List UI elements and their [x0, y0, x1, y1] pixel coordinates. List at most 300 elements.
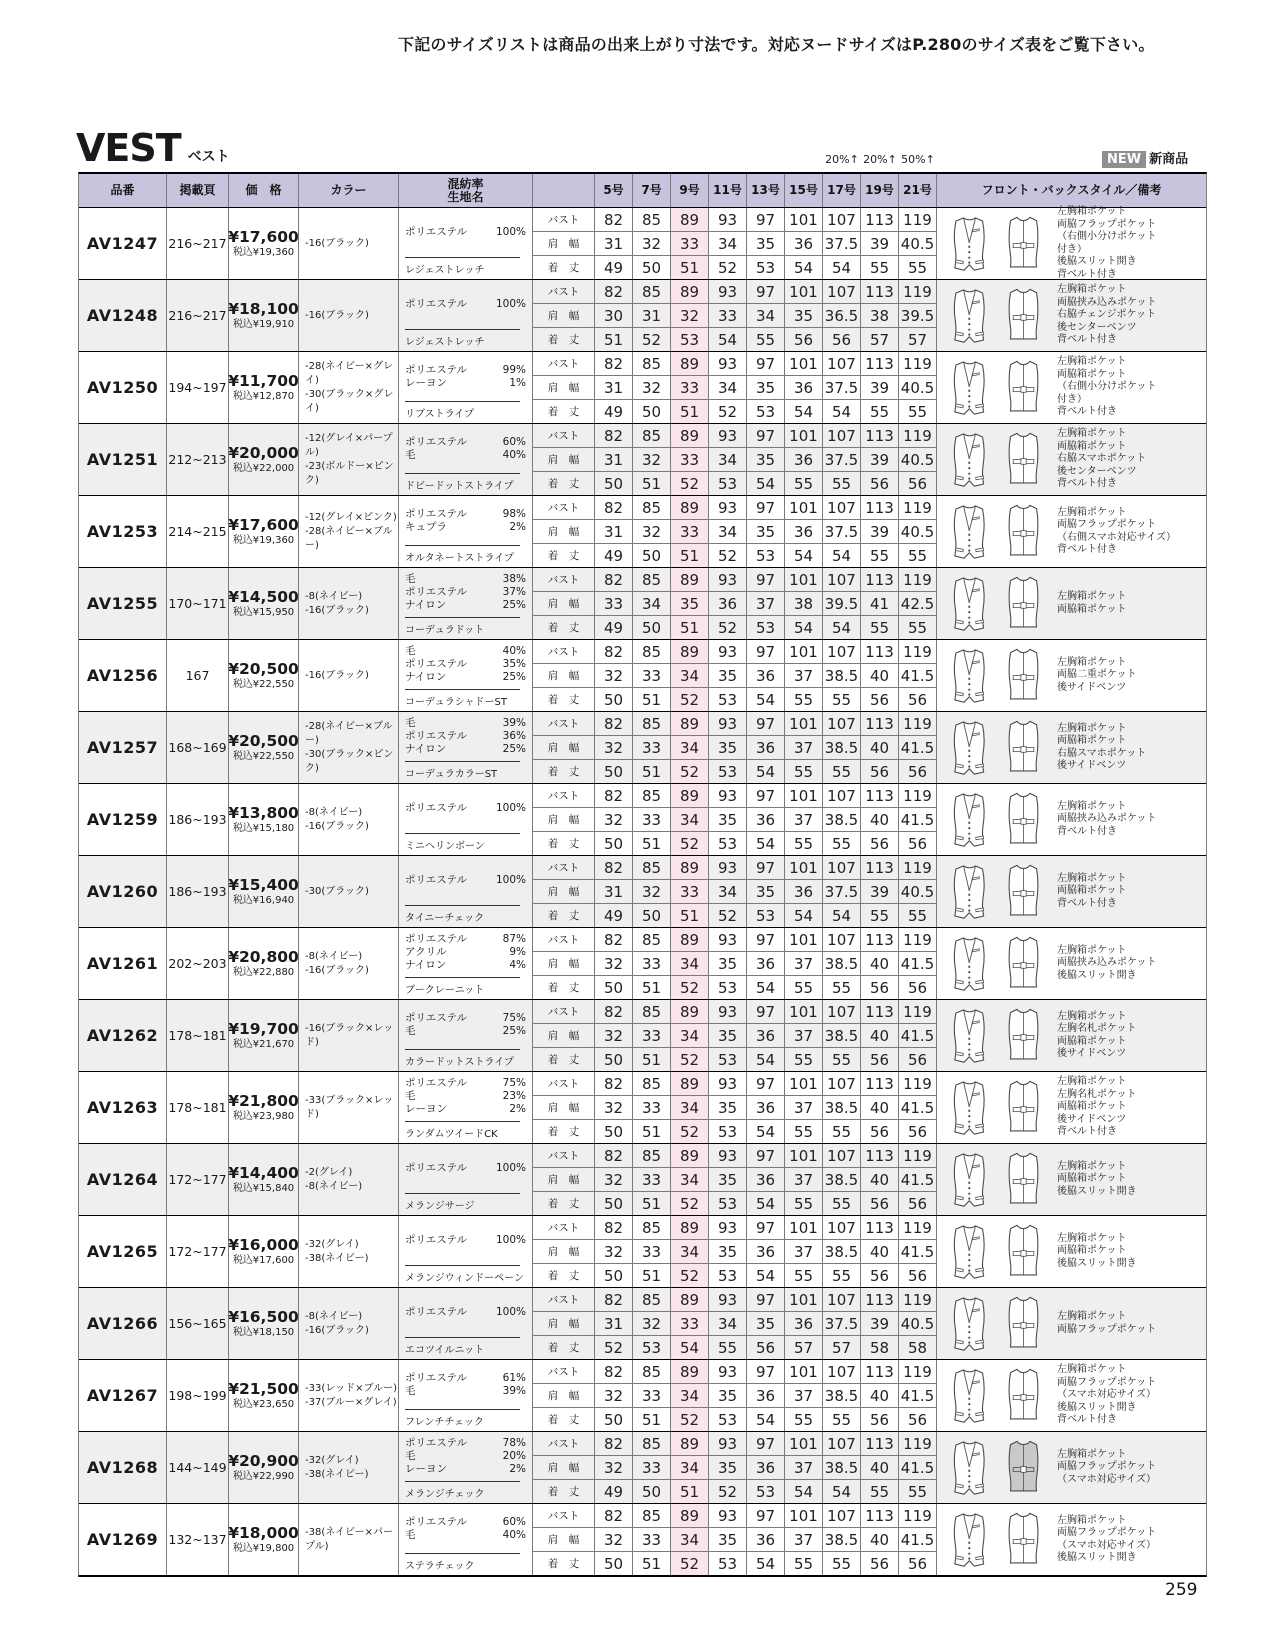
size-value: 101 — [785, 640, 823, 664]
note-line: 両脇箱ポケット — [1057, 735, 1127, 746]
size-value: 107 — [823, 928, 861, 952]
size-value: 55 — [899, 400, 937, 423]
measure-label: 肩 幅 — [533, 952, 595, 976]
size-value: 56 — [861, 1192, 899, 1215]
measure-label: バスト — [533, 1000, 595, 1024]
price-cell — [229, 568, 299, 639]
size-value: 89 — [671, 1288, 709, 1312]
measurement-grid — [533, 1000, 937, 1071]
fabric-list — [405, 640, 526, 689]
size-value: 85 — [633, 640, 671, 664]
vest-front-icon — [945, 861, 994, 922]
fabric-material: ナイロン — [405, 959, 447, 971]
size-value: 35 — [747, 880, 785, 904]
catalog-pages: 172~177 — [167, 1144, 229, 1215]
measurement-grid — [533, 1432, 937, 1503]
note-text — [1057, 945, 1157, 983]
size-value: 51 — [671, 904, 709, 927]
catalog-pages: 178~181 — [167, 1072, 229, 1143]
size-value: 37 — [785, 1096, 823, 1120]
size-value: 56 — [861, 760, 899, 783]
size-value: 107 — [823, 1360, 861, 1384]
size-value: 49 — [595, 616, 633, 639]
size-value: 50 — [595, 1048, 633, 1071]
size-value: 50 — [595, 1120, 633, 1143]
size-value: 101 — [785, 928, 823, 952]
note-line: 両脇挟み込みポケット — [1057, 296, 1157, 308]
fabric-material: 毛 — [405, 1024, 416, 1037]
product-row-AV1265 — [79, 1216, 1206, 1288]
note-text — [1057, 1311, 1156, 1336]
header-size-7号: 7号 — [633, 174, 671, 207]
style-notes-cell — [937, 784, 1206, 855]
size-value: 113 — [861, 1072, 899, 1096]
size-value: 113 — [861, 928, 899, 952]
fabric-material: レーヨン — [405, 376, 447, 389]
size-value: 55 — [861, 400, 899, 423]
fabric-name: フレンチチェック — [405, 1409, 520, 1431]
size-value: 113 — [861, 640, 899, 664]
note-line: 右脇スマホポケット — [1057, 453, 1147, 465]
size-value: 32 — [595, 1168, 633, 1192]
price: ¥14,500 — [228, 588, 299, 606]
header-fabric-line1: 混紡率 — [447, 176, 484, 191]
fabric-material: ポリエステル — [405, 1162, 468, 1174]
measurement-grid — [533, 640, 937, 711]
price: ¥14,400 — [228, 1164, 299, 1182]
size-value: 51 — [633, 1192, 671, 1215]
size-value: 93 — [709, 208, 747, 232]
fabric-material: 毛 — [405, 448, 416, 461]
size-value: 93 — [709, 856, 747, 880]
size-value: 56 — [861, 976, 899, 999]
size-value: 93 — [709, 1432, 747, 1456]
fabric-line — [405, 298, 526, 311]
size-value: 53 — [747, 616, 785, 639]
size-value: 93 — [709, 424, 747, 448]
size-value: 93 — [709, 928, 747, 952]
size-value: 85 — [633, 1072, 671, 1096]
price-cell — [229, 352, 299, 423]
size-value: 33 — [633, 1456, 671, 1480]
fabric-percent: 78% — [502, 1437, 526, 1449]
size-value: 31 — [633, 304, 671, 328]
color-option: -12(グレイ×ピンク) — [305, 511, 397, 523]
fabric-material: 毛 — [405, 1450, 416, 1462]
vest-front-icon — [945, 1005, 994, 1066]
size-value: 82 — [595, 928, 633, 952]
header-size-21号: 21号 — [899, 174, 937, 207]
vest-back-icon — [999, 789, 1048, 850]
fabric-cell — [399, 352, 533, 423]
style-notes-cell — [937, 208, 1206, 279]
product-row-AV1253 — [79, 496, 1206, 568]
size-value: 55 — [785, 1192, 823, 1215]
price-cell — [229, 1432, 299, 1503]
vest-back-icon — [999, 357, 1048, 418]
size-value: 119 — [899, 928, 937, 952]
style-notes-cell — [937, 1504, 1206, 1575]
fabric-material: ポリエステル — [405, 1371, 468, 1384]
catalog-pages: 186~193 — [167, 856, 229, 927]
size-value: 101 — [785, 496, 823, 520]
product-id: AV1257 — [79, 712, 167, 783]
price-cell — [229, 496, 299, 567]
price-tax: 税込¥19,360 — [232, 247, 295, 258]
size-value: 37.5 — [823, 448, 861, 472]
measure-label: バスト — [533, 568, 595, 592]
fabric-material: ポリエステル — [405, 1234, 468, 1246]
size-value: 54 — [823, 256, 861, 279]
measure-label: バスト — [533, 496, 595, 520]
size-value: 101 — [785, 568, 823, 592]
size-value: 38 — [861, 304, 899, 328]
size-value: 97 — [747, 712, 785, 736]
catalog-pages: 170~171 — [167, 568, 229, 639]
fabric-percent: 25% — [502, 599, 526, 611]
catalog-pages: 212~213 — [167, 424, 229, 495]
fabric-material: ポリエステル — [405, 1515, 468, 1528]
measure-label: 肩 幅 — [533, 1384, 595, 1408]
price: ¥20,800 — [228, 948, 299, 966]
color-option: -16(ブラック) — [305, 964, 369, 976]
fabric-line — [405, 730, 526, 743]
size-value: 56 — [899, 976, 937, 999]
size-value: 33 — [633, 1096, 671, 1120]
size-value: 97 — [747, 1432, 785, 1456]
size-value: 93 — [709, 1504, 747, 1528]
size-value: 37 — [785, 952, 823, 976]
vest-illustrations — [945, 1149, 1048, 1210]
size-value: 34 — [671, 1168, 709, 1192]
note-line: 背ベルト付き — [1057, 406, 1117, 418]
note-line: 左胸箱ポケット — [1057, 1514, 1127, 1526]
size-value: 32 — [595, 1528, 633, 1552]
product-row-AV1251 — [79, 424, 1206, 496]
price: ¥18,100 — [228, 300, 299, 318]
note-line: 両脇箱ポケット — [1057, 1035, 1127, 1047]
vest-front-icon — [945, 1509, 994, 1570]
size-value: 40 — [861, 1384, 899, 1408]
size-value: 35 — [709, 736, 747, 760]
size-value: 113 — [861, 712, 899, 736]
note-line: 両脇箱ポケット — [1057, 603, 1127, 615]
vest-front-icon — [945, 1077, 994, 1138]
size-value: 52 — [709, 1480, 747, 1503]
fabric-cell — [399, 712, 533, 783]
header-pages: 掲載頁 — [167, 174, 229, 207]
product-id: AV1262 — [79, 1000, 167, 1071]
size-value: 33 — [671, 448, 709, 472]
product-row-AV1262 — [79, 1000, 1206, 1072]
color-cell — [299, 1000, 399, 1071]
note-line: 左胸箱ポケット — [1057, 206, 1127, 217]
size-value: 93 — [709, 1288, 747, 1312]
note-line: （右側小分けポケット — [1057, 381, 1157, 393]
measure-label: 着 丈 — [533, 1192, 595, 1215]
size-value: 35 — [747, 376, 785, 400]
page-title: VEST — [76, 126, 181, 170]
fabric-line — [405, 717, 526, 730]
catalog-pages: 144~149 — [167, 1432, 229, 1503]
size-value: 55 — [747, 328, 785, 351]
vest-front-icon — [945, 1293, 994, 1354]
measure-label: バスト — [533, 856, 595, 880]
fabric-list — [405, 928, 526, 977]
size-value: 31 — [595, 232, 633, 256]
measure-label: 肩 幅 — [533, 808, 595, 832]
size-value: 55 — [861, 904, 899, 927]
fabric-name: メランジチェック — [405, 1481, 520, 1503]
price-tax: 税込¥18,150 — [232, 1327, 295, 1338]
size-value: 101 — [785, 1144, 823, 1168]
measure-label: 肩 幅 — [533, 1024, 595, 1048]
note-line: 後脇スリット開き — [1057, 1185, 1137, 1197]
price: ¥13,800 — [228, 804, 299, 822]
size-value: 113 — [861, 496, 899, 520]
size-value: 41.5 — [899, 952, 937, 976]
size-value: 55 — [785, 1120, 823, 1143]
fabric-percent: 9% — [509, 946, 526, 958]
note-text — [1057, 657, 1137, 695]
size-value: 85 — [633, 784, 671, 808]
price-cell — [229, 1000, 299, 1071]
size-value: 85 — [633, 352, 671, 376]
new-label: 新商品 — [1149, 152, 1189, 167]
color-cell — [299, 568, 399, 639]
color-cell — [299, 784, 399, 855]
note-line: （右側小分けポケット — [1057, 231, 1157, 242]
measure-label: 肩 幅 — [533, 448, 595, 472]
size-value: 89 — [671, 568, 709, 592]
vest-back-icon — [999, 933, 1048, 994]
size-value: 33 — [671, 376, 709, 400]
size-value: 35 — [709, 1528, 747, 1552]
measurement-grid — [533, 1288, 937, 1359]
fabric-material: アクリル — [405, 946, 447, 958]
size-value: 52 — [671, 1192, 709, 1215]
size-value: 40 — [861, 1240, 899, 1264]
size-value: 101 — [785, 1360, 823, 1384]
size-value: 82 — [595, 496, 633, 520]
style-notes-cell — [937, 1000, 1206, 1071]
color-option: -2(グレイ) — [305, 1166, 353, 1178]
size-value: 41.5 — [899, 1096, 937, 1120]
size-value: 55 — [785, 688, 823, 711]
fabric-percent: 40% — [502, 1528, 526, 1541]
fabric-name: コーデュラドット — [405, 617, 520, 639]
fabric-percent: 98% — [502, 507, 526, 520]
fabric-name: コーデュラカラーST — [405, 761, 520, 783]
fabric-material: ナイロン — [405, 671, 447, 683]
size-value: 37 — [747, 592, 785, 616]
fabric-line — [405, 658, 526, 671]
note-text — [1057, 1233, 1137, 1271]
note-line: 左胸箱ポケット — [1057, 1311, 1127, 1322]
vest-front-icon — [945, 1437, 994, 1498]
fabric-list — [405, 856, 526, 905]
fabric-percent: 87% — [502, 933, 526, 945]
size-value: 51 — [633, 688, 671, 711]
size-value: 55 — [785, 1552, 823, 1575]
size-value: 31 — [595, 448, 633, 472]
header-size-19号: 19号 — [861, 174, 899, 207]
size-value: 55 — [785, 832, 823, 855]
size-value: 40.5 — [899, 880, 937, 904]
size-value: 89 — [671, 712, 709, 736]
size-value: 107 — [823, 856, 861, 880]
size-value: 53 — [709, 688, 747, 711]
note-line: 左胸箱ポケット — [1057, 1076, 1127, 1088]
price-cell — [229, 208, 299, 279]
note-line: 両脇箱ポケット — [1057, 440, 1127, 452]
catalog-pages: 202~203 — [167, 928, 229, 999]
size-value: 33 — [633, 664, 671, 688]
note-line: 両脇箱ポケット — [1057, 885, 1127, 897]
size-value: 32 — [633, 1312, 671, 1336]
fabric-list — [405, 424, 526, 473]
size-value: 89 — [671, 1360, 709, 1384]
color-option: -32(グレイ) — [305, 1238, 359, 1250]
size-value: 89 — [671, 1144, 709, 1168]
note-line: 背ベルト付き — [1057, 544, 1117, 555]
size-value: 54 — [785, 544, 823, 567]
size-value: 35 — [709, 1240, 747, 1264]
fabric-line — [405, 1162, 526, 1175]
vest-illustrations — [945, 789, 1048, 850]
size-value: 82 — [595, 1144, 633, 1168]
note-line: 左胸箱ポケット — [1057, 722, 1127, 734]
size-value: 54 — [785, 1480, 823, 1503]
size-value: 50 — [595, 760, 633, 783]
fabric-name: オルタネートストライプ — [405, 545, 520, 567]
measure-label: 肩 幅 — [533, 1456, 595, 1480]
note-line: 後サイドベンツ — [1057, 1048, 1127, 1059]
measure-label: 着 丈 — [533, 328, 595, 351]
size-value: 55 — [785, 976, 823, 999]
catalog-pages: 198~199 — [167, 1360, 229, 1431]
size-value: 52 — [709, 544, 747, 567]
fabric-line — [405, 802, 526, 815]
color-cell — [299, 1216, 399, 1287]
fabric-line — [405, 226, 526, 239]
note-text — [1057, 284, 1157, 347]
fabric-name: エコツイルニット — [405, 1337, 520, 1359]
size-value: 53 — [747, 1480, 785, 1503]
size-value: 37 — [785, 1240, 823, 1264]
size-value: 53 — [709, 1264, 747, 1287]
size-value: 107 — [823, 1504, 861, 1528]
price: ¥21,800 — [228, 1092, 299, 1110]
measurement-grid — [533, 1144, 937, 1215]
size-value: 35 — [709, 1096, 747, 1120]
fabric-cell — [399, 208, 533, 279]
fabric-line — [405, 508, 526, 521]
size-value: 82 — [595, 1360, 633, 1384]
style-notes-cell — [937, 280, 1206, 351]
size-increase-label-17: 20%↑ — [825, 153, 859, 166]
measure-label: 肩 幅 — [533, 1528, 595, 1552]
size-value: 41.5 — [899, 736, 937, 760]
style-notes-cell — [937, 1216, 1206, 1287]
measure-label: 着 丈 — [533, 976, 595, 999]
measure-label: 着 丈 — [533, 1552, 595, 1575]
color-cell — [299, 280, 399, 351]
header-size-13号: 13号 — [747, 174, 785, 207]
size-value: 82 — [595, 352, 633, 376]
size-value: 32 — [633, 520, 671, 544]
size-value: 55 — [823, 688, 861, 711]
price-tax: 税込¥12,870 — [232, 391, 295, 402]
product-row-AV1267 — [79, 1360, 1206, 1432]
measurement-grid — [533, 352, 937, 423]
measurement-grid — [533, 208, 937, 279]
size-value: 119 — [899, 1216, 937, 1240]
note-line: 後脇スリット開き — [1057, 1257, 1137, 1269]
product-row-AV1268 — [79, 1432, 1206, 1504]
price: ¥20,500 — [228, 660, 299, 678]
fabric-name: メランジウィンドーペーン — [405, 1265, 520, 1287]
size-value: 51 — [633, 1048, 671, 1071]
note-line: 左胸箱ポケット — [1057, 800, 1127, 812]
size-value: 41.5 — [899, 1384, 937, 1408]
fabric-line — [405, 874, 526, 887]
fabric-name: ステラチェック — [405, 1553, 520, 1575]
fabric-material: レーヨン — [405, 1463, 447, 1475]
measurement-grid — [533, 784, 937, 855]
color-option: -30(ブラック) — [305, 885, 369, 897]
size-value: 35 — [747, 448, 785, 472]
price: ¥15,400 — [228, 876, 299, 894]
price-cell — [229, 856, 299, 927]
size-value: 53 — [747, 400, 785, 423]
size-value: 55 — [823, 1048, 861, 1071]
size-value: 37 — [785, 664, 823, 688]
size-value: 52 — [671, 832, 709, 855]
fabric-line — [405, 573, 526, 586]
measurement-grid — [533, 280, 937, 351]
note-line: 背ベルト付き — [1057, 268, 1117, 280]
color-option: -38(ネイビー×パープル) — [305, 1526, 394, 1552]
size-value: 89 — [671, 1072, 709, 1096]
fabric-material: ポリエステル — [405, 658, 468, 670]
header-color: カラー — [299, 174, 399, 207]
fabric-line — [405, 1385, 526, 1398]
color-option: -23(ボルドー×ピンク) — [305, 460, 394, 486]
color-option: -16(ブラック) — [305, 669, 369, 681]
price: ¥20,000 — [228, 444, 299, 462]
header-price: 価 格 — [229, 174, 299, 207]
size-value: 52 — [671, 1408, 709, 1431]
header-size-9号: 9号 — [671, 174, 709, 207]
size-value: 37.5 — [823, 520, 861, 544]
size-value: 37.5 — [823, 880, 861, 904]
size-value: 56 — [861, 688, 899, 711]
size-value: 85 — [633, 856, 671, 880]
size-value: 119 — [899, 1072, 937, 1096]
note-line: （スマホ対応サイズ） — [1057, 1473, 1156, 1485]
color-option: -28(ネイビー×ブルー) — [305, 525, 393, 551]
size-value: 97 — [747, 1072, 785, 1096]
size-value: 37 — [785, 808, 823, 832]
size-value: 97 — [747, 1288, 785, 1312]
price: ¥11,700 — [228, 372, 299, 390]
fabric-percent: 75% — [502, 1077, 526, 1089]
note-line: 両脇箱ポケット — [1057, 1101, 1127, 1113]
fabric-name: ミニヘリンボーン — [405, 833, 520, 855]
size-value: 53 — [747, 256, 785, 279]
fabric-percent: 36% — [502, 730, 526, 742]
